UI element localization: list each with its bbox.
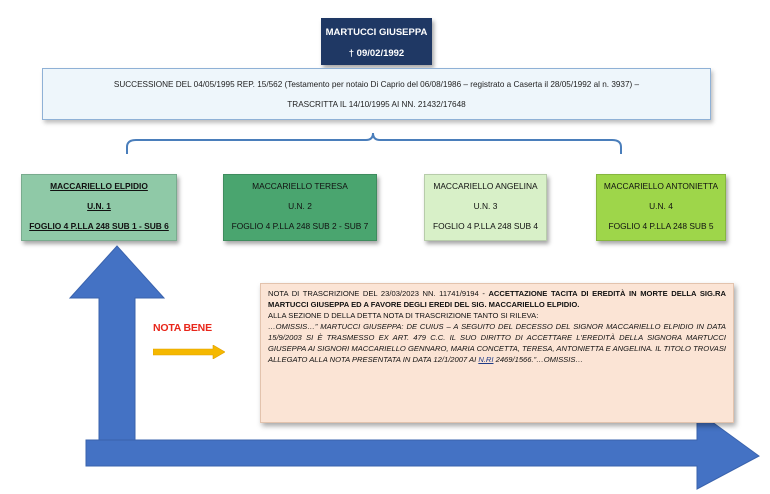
heir-parcel: FOGLIO 4 P.LLA 248 SUB 4 xyxy=(432,221,539,231)
nota-bene-label: NOTA BENE xyxy=(153,322,212,334)
succession-line-2: TRASCRITTA IL 14/10/1995 AI NN. 21432/17648 xyxy=(287,100,466,109)
heir-name: MACCARIELLO ANGELINA xyxy=(433,181,538,191)
heir-parcel: FOGLIO 4 P.LLA 248 SUB 2 - SUB 7 xyxy=(231,221,369,231)
note-quote-end: 2469/1566.”…OMISSIS… xyxy=(493,355,583,364)
transcription-note-box xyxy=(260,283,734,423)
note-quote: …OMISSIS…” MARTUCCI GIUSEPPA: DE CUIUS – A SEGUITO DEL DECESSO DEL SIGNOR MACCARIELLO ELPIDIO IN DATA 15/9/2003 SI È TRASMESSO EX ART. 479 C.C. IL SUO DIRITTO DI ACCETTARE L'EREDITÀ DELLA SIGNORA MARTUCCI GIUSEPPA AI SIGNORI MACCARIELLO GENNARO, MARIA CONCETTA, TERESA, ANTONIETTA E ANGELINA. IL TITOLO TROVASI ALLEGATO ALLA NOTA PRESENTATA IN DATA 12/1/2007 AI xyxy=(268,322,726,364)
heir-name: MACCARIELLO ELPIDIO xyxy=(50,181,148,191)
note-intro: NOTA DI TRASCRIZIONE DEL 23/03/2023 NN. 11741/9194 - xyxy=(268,289,489,298)
heir-un: U.N. 2 xyxy=(288,201,312,211)
heir-parcel: FOGLIO 4 P.LLA 248 SUB 5 xyxy=(608,221,714,231)
heir-parcel: FOGLIO 4 P.LLA 248 SUB 1 - SUB 6 xyxy=(29,221,169,231)
heir-un: U.N. 3 xyxy=(473,201,498,211)
note-quote-paragraph xyxy=(268,321,726,365)
vertical-arrow xyxy=(70,246,164,450)
note-intro-paragraph xyxy=(268,288,726,310)
succession-line-1: SUCCESSIONE DEL 04/05/1995 REP. 15/562 (Testamento per notaio Di Caprio del 06/08/1986 – registrato a Caserta il 28/05/1992 al n. 3937) – xyxy=(113,80,640,89)
heir-un: U.N. 1 xyxy=(87,201,111,211)
deceased-death-date: † 09/02/1992 xyxy=(348,48,405,59)
deceased-name: MARTUCCI GIUSEPPA xyxy=(325,27,428,38)
note-intro-bold: ACCETTAZIONE TACITA DI EREDITÀ IN MORTE DELLA SIG.RA MARTUCCI GIUSEPPA ED A FAVORE DEGLI EREDI DEL SIG. MACCARIELLO ELPIDIO. xyxy=(268,289,726,309)
heir-name: MACCARIELLO TERESA xyxy=(252,181,348,191)
note-section: ALLA SEZIONE D DELLA DETTA NOTA DI TRASCRIZIONE TANTO SI RILEVA: xyxy=(268,311,539,320)
note-quote-ref: N.RI xyxy=(478,355,494,364)
heir-name: MACCARIELLO ANTONIETTA xyxy=(603,181,719,191)
yellow-right-arrow-icon xyxy=(153,345,225,359)
heir-un: U.N. 4 xyxy=(649,201,673,211)
